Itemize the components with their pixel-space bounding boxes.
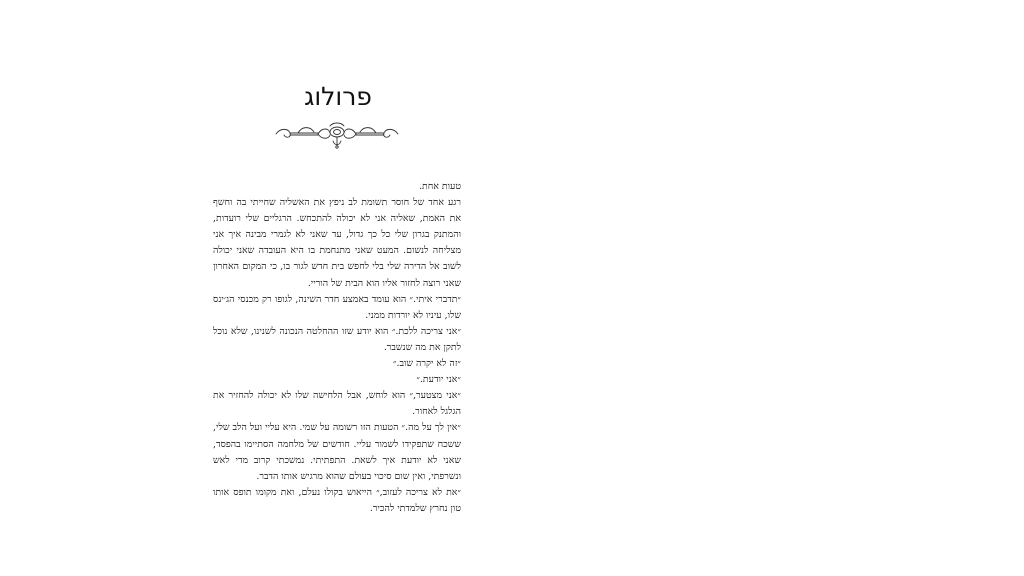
paragraph: ״אני מצטער,״ הוא לוחש, אבל הלחישה שלו לא יכולה להחזיר את הגלגל לאחור. [213,390,461,418]
paragraph: ״תדברי איתי.״ הוא עומד באמצע חדר השינה, לגופו רק מכנסי הג׳ינס שלו, עיניו לא יורדות ממני. [213,293,461,321]
chapter-title: פרולוג [304,82,372,111]
paragraph: ״אני צריכה ללכת.״ הוא יודע שזו ההחלטה הנכונה לשנינו, שלא נוכל לתקן את מה שנשבר. [213,325,461,353]
paragraph: ״אין לך על מה.״ הטעות הזו רשומה על שמי. היא עליי ועל הלב שלי, ששכח שתפקידו לשמור עליי. חודשים של מלחמה הסתיימו בהפסד, שאני לא יודעת איך לשאת. התפתיתי. נמשכתי קרוב מדי לאש ונשרפתי, ואין שום סיכוי בעולם שהוא מרגיש אותו הדבר. [213,422,461,482]
flourish-divider-icon [274,120,400,150]
paragraph: ״אני יודעת.״ [416,374,461,386]
paragraph: טעות אחת. [419,181,461,192]
paragraph: ״את לא צריכה לעזוב,״ הייאוש בקולו נעלם, ואת מקומו תופס אותו טון נחרץ שלמדתי להכיר. [213,486,461,514]
paragraph: רגע אחד של חוסר תשומת לב ניפץ את האשליה שחייתי בה וחשף את האמת, שאליה אני לא יכולה להתכחש. הרגליים שלי רועדות, והמתנק בגרון שלי כל כך גדול, עד שאני לא לגמרי מבינה איך אני מצליחה לנשום. המעט שאני מתנחמת בו היא העובדה שאני יכולה לשוב אל הדירה שלי בלי לחפש בית חדש לגור בו, כי המקום האחרון שאני רוצה לחזור אליו הוא הבית של הוריי. [213,197,461,289]
paragraph: ״זה לא יקרה שוב.״ [392,358,461,370]
chapter-body [213,179,461,517]
